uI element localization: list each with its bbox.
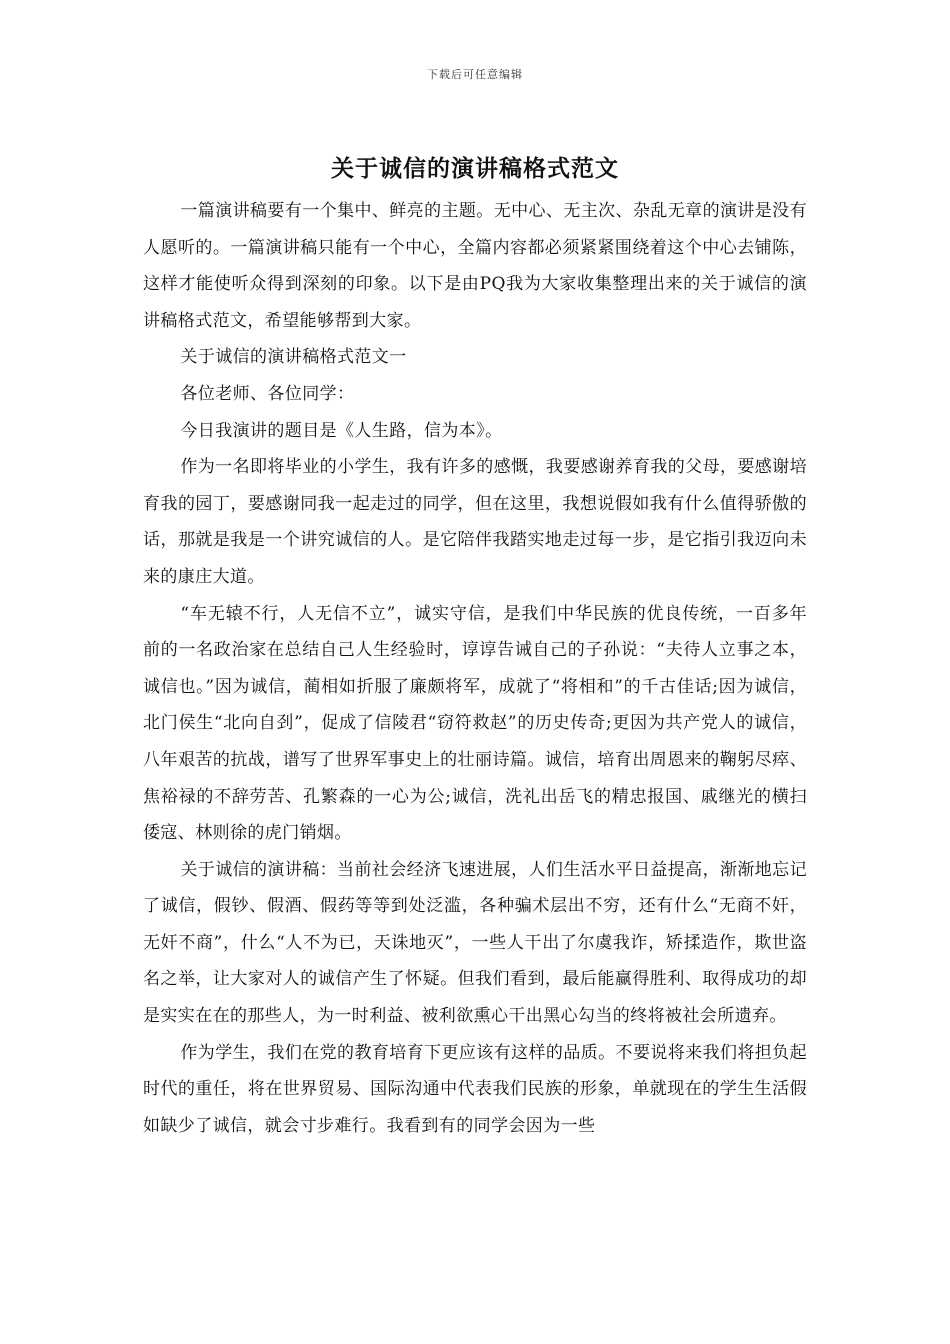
paragraph-tradition: “车无辕不行，人无信不立”，诚实守信，是我们中华民族的优良传统，一百多年前的一名政治家在总结自己人生经验时，谆谆告诫自己的子孙说：“夫待人立事之本，诚信也。”因为诚信，蔺相如折服了廉颇将军，成就了“将相和”的千古佳话;因为诚信，北门侯生“北向自刭”，促成了信陵君“窃符救赵”的历史传奇;更因为共产党人的诚信，八年艰苦的抗战，谱写了世界军事史上的壮丽诗篇。诚信，培育出周恩来的鞠躬尽瘁、焦裕禄的不辞劳苦、孔繁森的一心为公;诚信，洗礼出岳飞的精忠报国、戚继光的横扫倭寇、林则徐的虎门销烟。 [143,603,807,844]
paragraph-salutation: 各位老师、各位同学： [180,383,355,404]
paragraph-subtitle: 关于诚信的演讲稿格式范文一 [180,347,407,368]
header-note: 下载后可任意编辑 [427,68,523,81]
paragraph-students: 作为学生，我们在党的教育培育下更应该有这样的品质。不要说将来我们将担负起时代的重任，将在世界贸易、国际沟通中代表我们民族的形象，单就现在的学生生活假如缺少了诚信，就会寸步难行。我看到有的同学会因为一些 [143,1042,807,1136]
paragraph-topic: 今日我演讲的题目是《人生路，信为本》。 [180,420,503,441]
document-body [143,193,807,1144]
document-title: 关于诚信的演讲稿格式范文 [331,155,619,182]
paragraph-society: 关于诚信的演讲稿：当前社会经济飞速进展，人们生活水平日益提高，渐渐地忘记了诚信，假钞、假酒、假药等等到处泛滥，各种骗术层出不穷，还有什么“无商不奸，无奸不商”，什么“人不为已，天诛地灭”，一些人干出了尔虞我诈，矫揉造作，欺世盗名之举，让大家对人的诚信产生了怀疑。但我们看到，最后能赢得胜利、取得成功的却是实实在在的那些人，为一时利益、被利欲熏心干出黑心勾当的终将被社会所遗弃。 [143,859,807,1027]
paragraph-intro: 一篇演讲稿要有一个集中、鲜亮的主题。无中心、无主次、杂乱无章的演讲是没有人愿听的。一篇演讲稿只能有一个中心，全篇内容都必须紧紧围绕着这个中心去铺陈，这样才能使听众得到深刻的印象。以下是由PQ我为大家收集整理出来的关于诚信的演讲稿格式范文，希望能够帮到大家。 [143,201,807,331]
paragraph-gratitude: 作为一名即将毕业的小学生，我有许多的感慨，我要感谢养育我的父母，要感谢培育我的园丁，要感谢同我一起走过的同学，但在这里，我想说假如我有什么值得骄傲的话，那就是我是一个讲究诚信的人。是它陪伴我踏实地走过每一步，是它指引我迈向未来的康庄大道。 [143,457,807,587]
